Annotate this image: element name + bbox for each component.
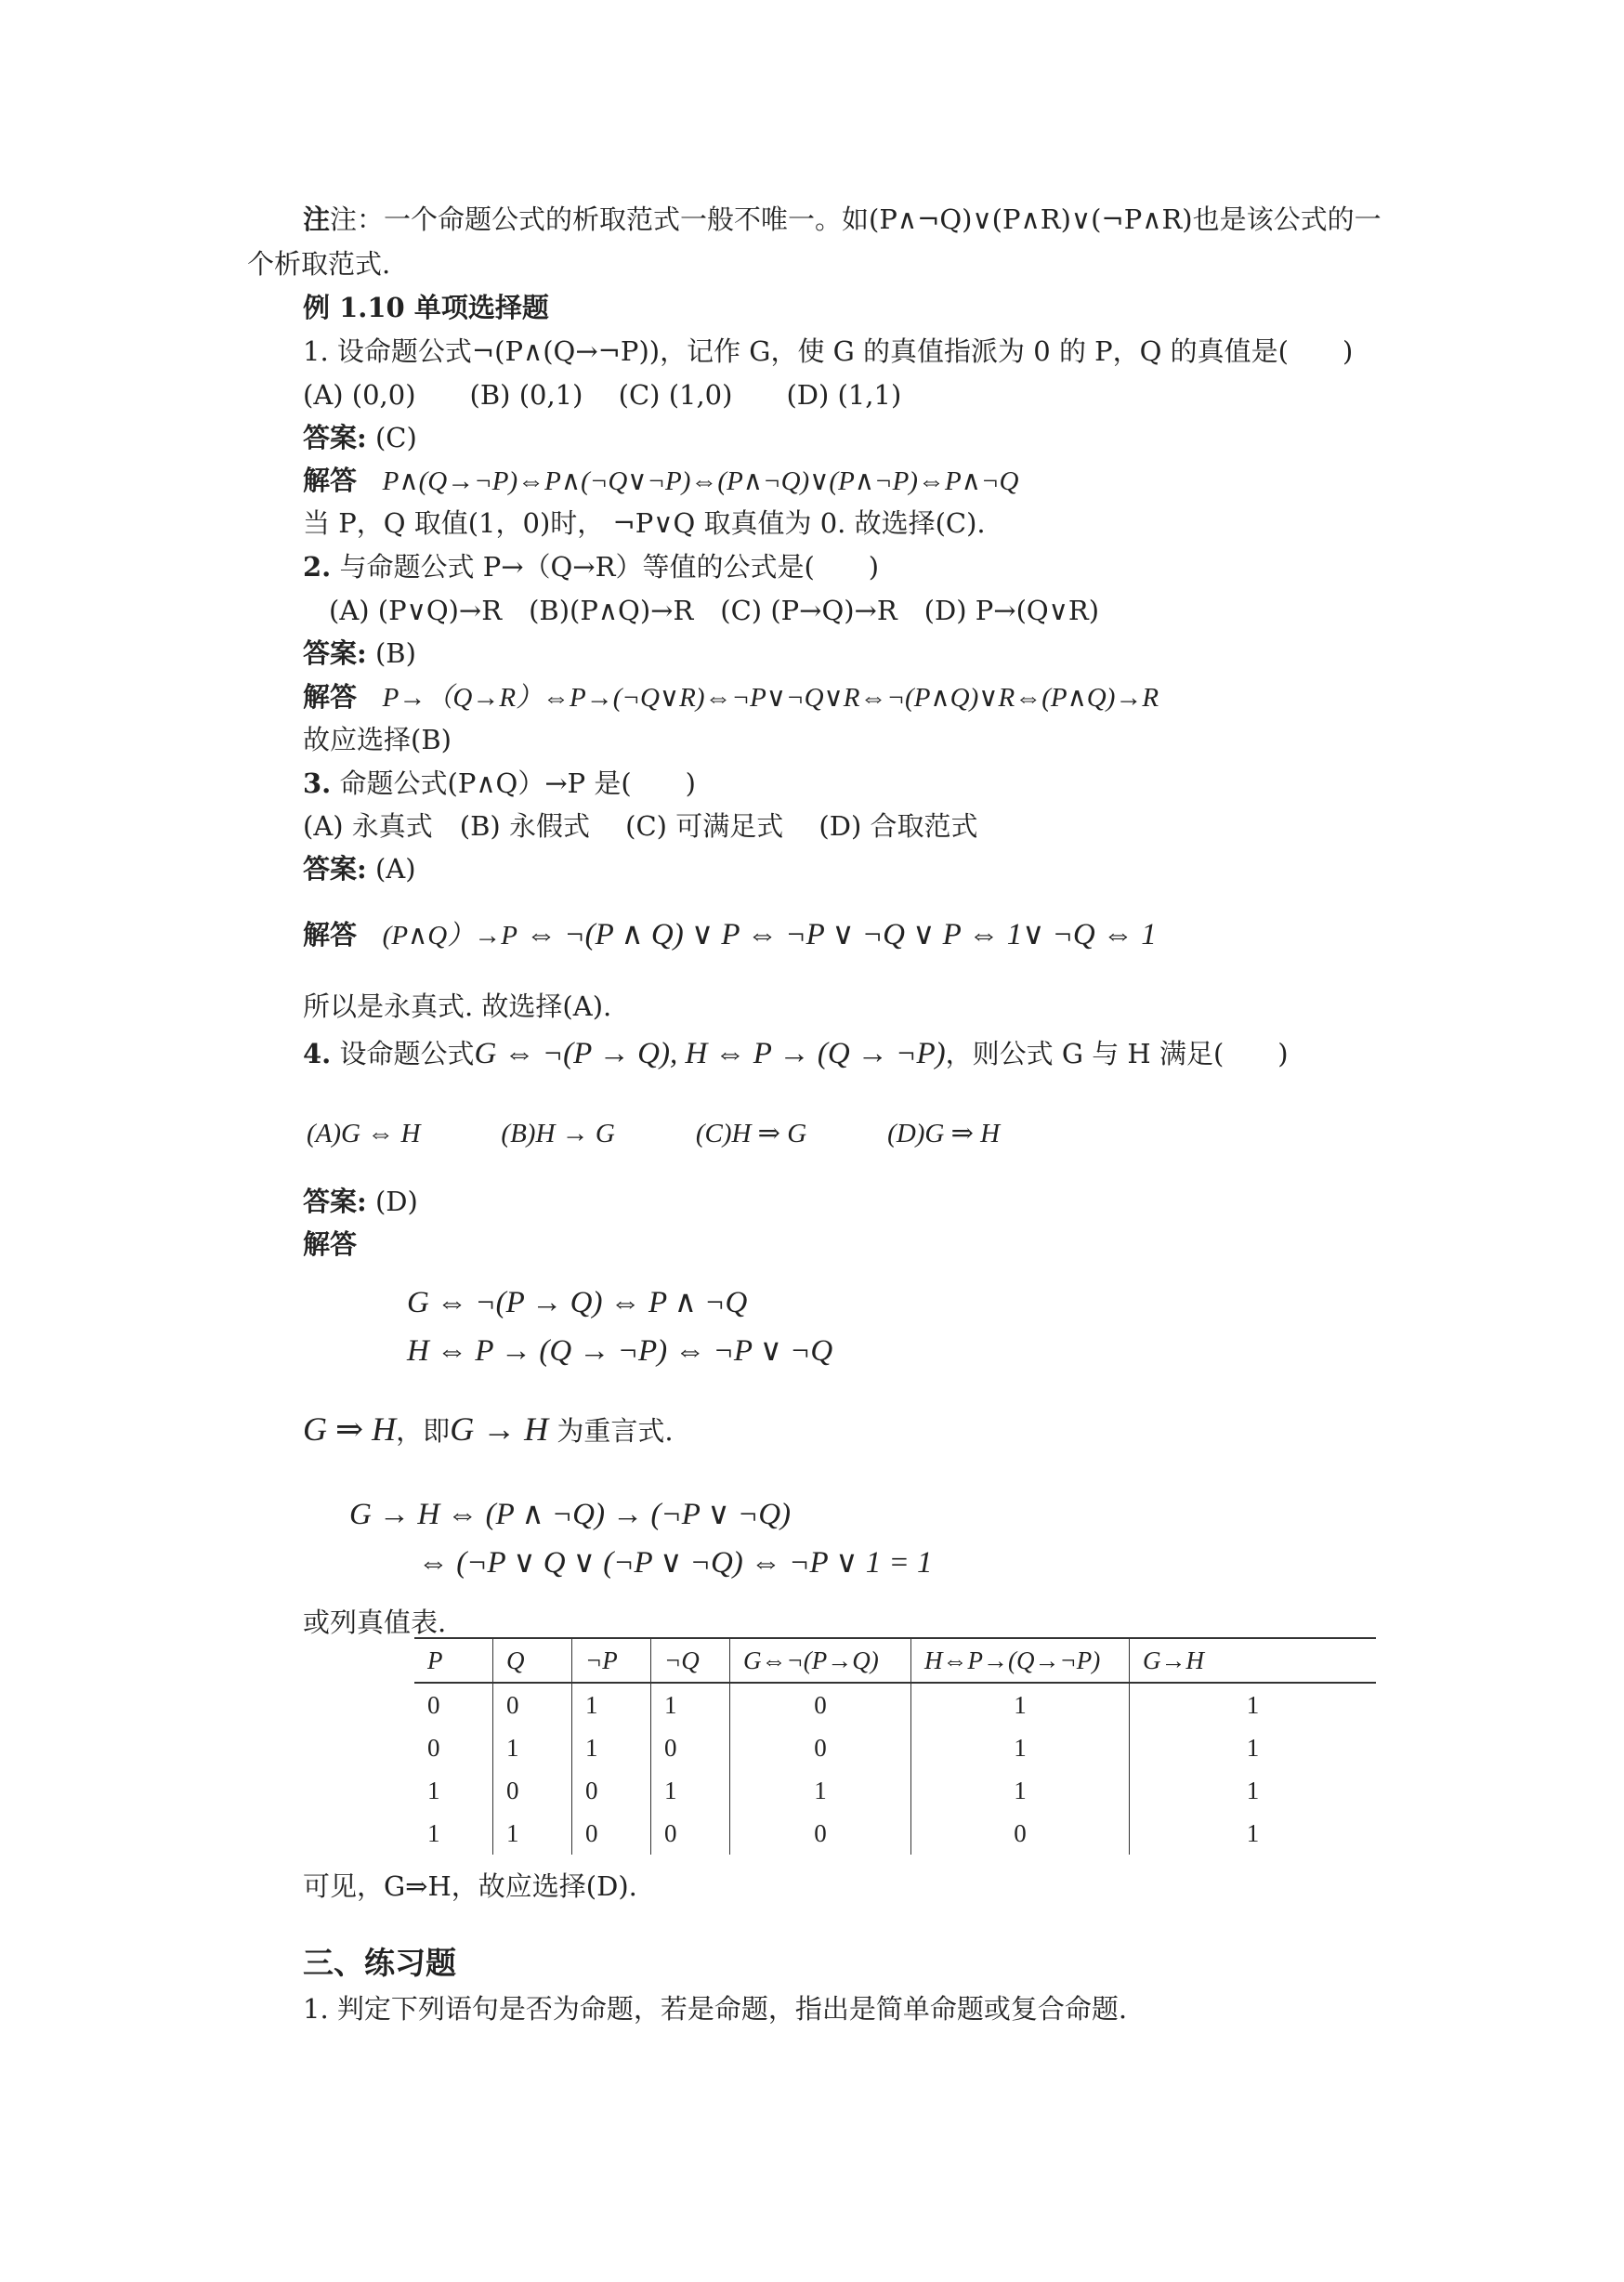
table-row xyxy=(414,1726,1376,1769)
q2-answer-label: 答案: xyxy=(303,637,367,669)
table-cell: 1 xyxy=(493,1812,572,1855)
q4-stem-formula: G ⇔ ¬(P → Q), H ⇔ P → (Q → ¬P) xyxy=(474,1037,946,1070)
q2-number: 2. xyxy=(303,551,332,583)
table-cell: 1 xyxy=(730,1769,911,1812)
note-text-1: 注：一个命题公式的析取范式一般不唯一。如(P∧¬Q)∨(P∧R)∨(¬P∧R)也是该公式的一 xyxy=(330,203,1382,235)
table-cell: 0 xyxy=(651,1726,730,1769)
table-cell: 1 xyxy=(1130,1812,1377,1855)
truth-table xyxy=(414,1637,1376,1855)
table-cell: 1 xyxy=(911,1726,1130,1769)
header-q: Q xyxy=(493,1638,572,1683)
header-g-implies-h: G→H xyxy=(1130,1638,1377,1683)
q4-options: (A)G ⇔ H (B)H → G (C)H ⇒ G (D)G ⇒ H xyxy=(307,1119,1001,1148)
q3-solution xyxy=(303,916,1157,954)
q3-number: 3. xyxy=(303,767,332,799)
section-title: 三、练习题 xyxy=(303,1945,456,1981)
table-cell: 1 xyxy=(572,1683,651,1726)
q3-conclusion: 所以是永真式. 故选择(A). xyxy=(303,990,612,1022)
q1-answer-label: 答案: xyxy=(303,422,367,453)
q2-answer xyxy=(303,635,416,672)
table-cell: 0 xyxy=(427,1733,440,1762)
q4-solution-label: 解答 xyxy=(303,1228,358,1260)
table-cell: 0 xyxy=(427,1690,440,1719)
table-row xyxy=(414,1683,1376,1726)
q3-options: (A) 永真式 (B) 永假式 (C) 可满足式 (D) 合取范式 xyxy=(303,810,978,842)
table-cell: 0 xyxy=(651,1812,730,1855)
q4-implication xyxy=(303,1410,674,1449)
truth-table-header xyxy=(414,1638,1376,1683)
q4-stem-tail: ，则公式 G 与 H 满足( ) xyxy=(945,1038,1289,1069)
note-line-1: 注注：一个命题公式的析取范式一般不唯一。如(P∧¬Q)∨(P∧R)∨(¬P∧R)也是该公式的一 xyxy=(303,203,1382,235)
header-not-p: ¬P xyxy=(572,1638,651,1683)
q2-solution xyxy=(303,678,1159,716)
table-cell: 1 xyxy=(911,1683,1130,1726)
q2-answer-value: (B) xyxy=(374,637,416,669)
q4-derivation-h: H ⇔ P → (Q → ¬P) ⇔ ¬P ∨ ¬Q xyxy=(407,1334,833,1368)
table-cell: 0 xyxy=(730,1726,911,1769)
table-row xyxy=(414,1769,1376,1812)
table-cell: 0 xyxy=(572,1769,651,1812)
table-cell: 0 xyxy=(493,1769,572,1812)
table-cell: 0 xyxy=(911,1812,1130,1855)
q2-solution-label: 解答 xyxy=(303,681,358,713)
q3-stem-text: 命题公式(P∧Q）→P 是( ) xyxy=(331,767,696,799)
q1-stem: 1. 设命题公式¬(P∧(Q→¬P))，记作 G，使 G 的真值指派为 0 的 P，Q 的真值是( ) xyxy=(303,335,1354,367)
q4-conclusion: 可见，G⇒H，故应选择(D). xyxy=(303,1870,637,1902)
table-cell: 1 xyxy=(1130,1726,1377,1769)
table-cell: 1 xyxy=(572,1726,651,1769)
q4-implication-text1: ，即 xyxy=(396,1415,451,1447)
header-p: P xyxy=(427,1646,443,1674)
q1-conclusion: 当 P，Q 取值(1，0)时， ¬P∨Q 取真值为 0. 故选择(C). xyxy=(303,507,986,539)
q4-derivation-g: G ⇔ ¬(P → Q) ⇔ P ∧ ¬Q xyxy=(407,1286,748,1319)
q3-solution-rhs: ⇔ ¬(P ∧ Q) ∨ P ⇔ ¬P ∨ ¬Q ∨ P ⇔ 1∨ ¬Q ⇔ 1 xyxy=(526,918,1157,951)
q3-answer-label: 答案: xyxy=(303,853,367,885)
q4-number: 4. xyxy=(303,1038,332,1069)
table-cell: 1 xyxy=(651,1683,730,1726)
q4-answer-label: 答案: xyxy=(303,1186,367,1217)
q4-implication-text2: 为重言式. xyxy=(548,1415,674,1447)
q3-solution-label: 解答 xyxy=(303,919,358,951)
q4-table-intro: 或列真值表. xyxy=(303,1607,447,1638)
table-cell: 0 xyxy=(572,1812,651,1855)
table-cell: 0 xyxy=(730,1683,911,1726)
table-cell: 1 xyxy=(493,1726,572,1769)
q2-solution-formula: P→（Q→R）⇔P→(¬Q∨R)⇔¬P∨¬Q∨R⇔¬(P∧Q)∨R⇔(P∧Q)→R xyxy=(382,683,1159,713)
q4-derivation-gh-2: ⇔ (¬P ∨ Q ∨ (¬P ∨ ¬Q) ⇔ ¬P ∨ 1 = 1 xyxy=(418,1546,933,1580)
table-cell: 0 xyxy=(493,1683,572,1726)
q4-stem xyxy=(303,1035,1289,1072)
q1-solution-label: 解答 xyxy=(303,465,358,496)
q1-options: (A) (0,0) (B) (0,1) (C) (1,0) (D) (1,1) xyxy=(303,379,902,411)
table-cell: 1 xyxy=(651,1769,730,1812)
q1-answer-value: (C) xyxy=(374,422,417,453)
q4-derivation-gh: G → H ⇔ (P ∧ ¬Q) → (¬P ∨ ¬Q) xyxy=(349,1498,792,1531)
q2-options: (A) (P∨Q)→R (B)(P∧Q)→R (C) (P→Q)→R (D) P→(Q∨R) xyxy=(329,595,1100,626)
q2-stem xyxy=(303,548,879,585)
q2-conclusion: 故应选择(B) xyxy=(303,724,452,755)
example-title: 例 1.10 单项选择题 xyxy=(303,292,549,323)
table-cell: 1 xyxy=(1130,1769,1377,1812)
q1-solution xyxy=(303,462,1018,500)
q3-answer xyxy=(303,850,416,887)
table-row xyxy=(414,1812,1376,1855)
header-h: H⇔P→(Q→¬P) xyxy=(911,1638,1130,1683)
note-line-2: 个析取范式. xyxy=(247,248,391,280)
q2-stem-text: 与命题公式 P→（Q→R）等值的公式是( ) xyxy=(331,551,880,583)
exercise-item-1: 1. 判定下列语句是否为命题，若是命题，指出是简单命题或复合命题. xyxy=(303,1993,1128,2025)
q4-implication-formula: G ⇒ H xyxy=(303,1410,397,1448)
q4-stem-text: 设命题公式 xyxy=(331,1038,475,1069)
q4-answer xyxy=(303,1183,418,1220)
q1-answer xyxy=(303,419,417,456)
table-cell: 0 xyxy=(730,1812,911,1855)
header-g: G⇔¬(P→Q) xyxy=(730,1638,911,1683)
q3-solution-lhs: (P∧Q）→P xyxy=(382,921,517,951)
q1-solution-formula: P∧(Q→¬P)⇔P∧(¬Q∨¬P)⇔(P∧¬Q)∨(P∧¬P)⇔P∧¬Q xyxy=(382,466,1019,496)
q4-answer-value: (D) xyxy=(374,1186,418,1217)
table-cell: 1 xyxy=(911,1769,1130,1812)
q3-answer-value: (A) xyxy=(374,853,416,885)
q4-implication-formula2: G → H xyxy=(450,1410,549,1448)
q3-stem xyxy=(303,765,696,802)
table-cell: 1 xyxy=(427,1818,440,1847)
header-not-q: ¬Q xyxy=(651,1638,730,1683)
table-cell: 1 xyxy=(427,1776,440,1804)
table-cell: 1 xyxy=(1130,1683,1377,1726)
